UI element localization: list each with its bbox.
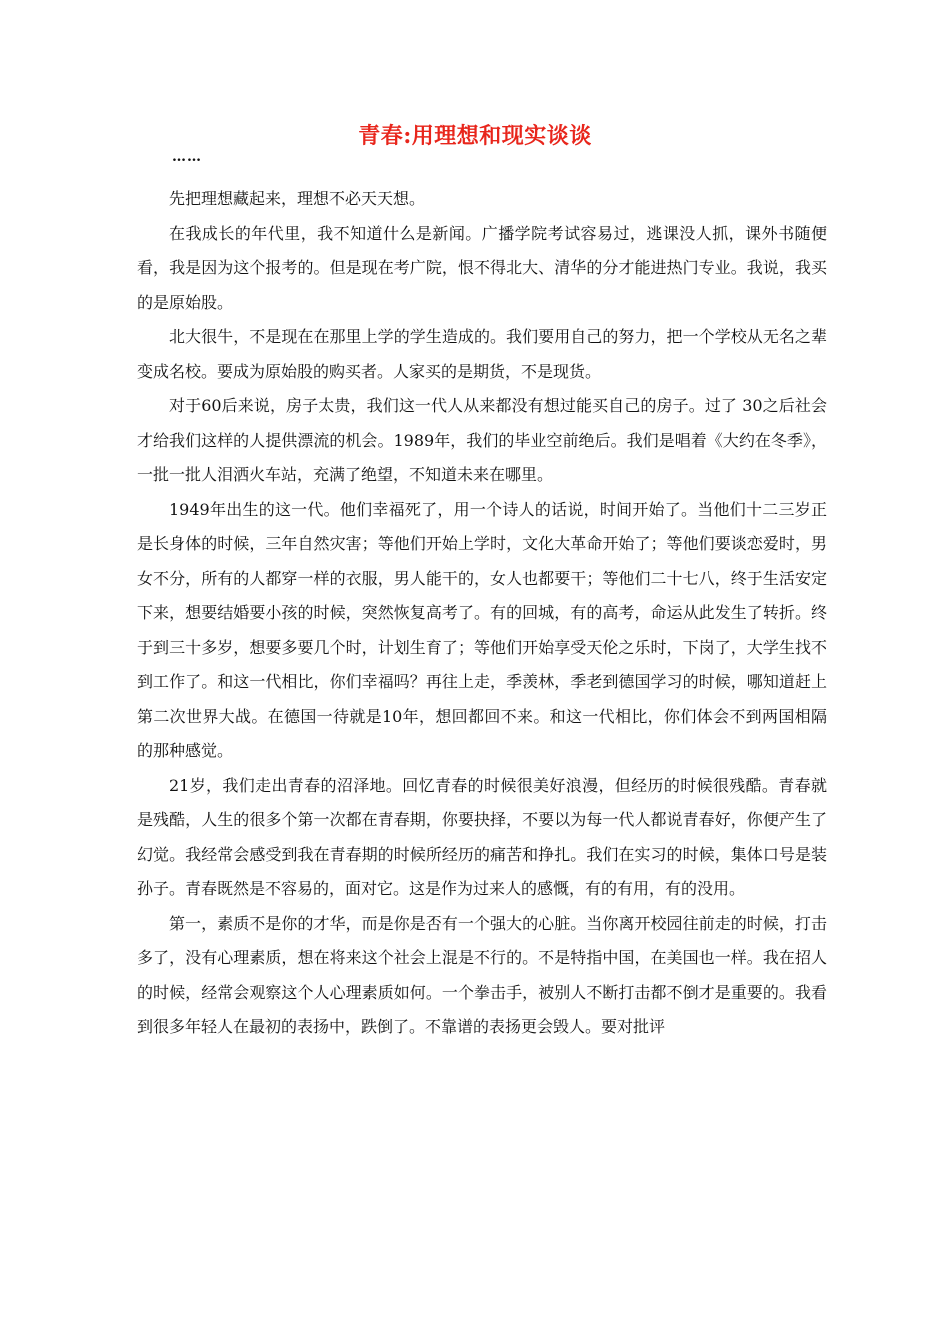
ellipsis-mark: …… — [172, 149, 202, 165]
paragraph: 第一，素质不是你的才华，而是你是否有一个强大的心脏。当你离开校园往前走的时候，打击多了，没有心理素质，想在将来这个社会上混是不行的。不是特指中国，在美国也一样。我在招人的时候，经常会观察这个人心理素质如何。一个拳击手，被别人不断打击都不倒才是重要的。我看到很多年轻人在最初的表扬中，跌倒了。不靠谱的表扬更会毁人。要对批评 — [137, 913, 827, 1036]
paragraph: 1949年出生的这一代。他们幸福死了，用一个诗人的话说，时间开始了。当他们十二三岁正是长身体的时候，三年自然灾害；等他们开始上学时，文化大革命开始了；等他们要谈恋爱时，男女不分，所有的人都穿一样的衣服，男人能干的，女人也都要干；等他们二十七八，终于生活安定下来，想要结婚要小孩的时候，突然恢复高考了。有的回城，有的高考，命运从此发生了转折。终于到三十多岁，想要多要几个时，计划生育了；等他们开始享受天伦之乐时，下岗了，大学生找不到工作了。和这一代相比，你们幸福吗？再往上走，季羡林，季老到德国学习的时候，哪知道赶上第二次世界大战。在德国一待就是10年，想回都回不来。和这一代相比，你们体会不到两国相隔的那种感觉。 — [137, 499, 827, 760]
paragraph: 先把理想藏起来，理想不必天天想。 — [169, 189, 426, 208]
page-title: 青春:用理想和现实谈谈 — [358, 123, 592, 149]
paragraph: 北大很牛，不是现在在那里上学的学生造成的。我们要用自己的努力，把一个学校从无名之辈变成名校。要成为原始股的购买者。人家买的是期货，不是现货。 — [137, 327, 827, 381]
paragraph: 21岁，我们走出青春的沼泽地。回忆青春的时候很美好浪漫，但经历的时候很残酷。青春就是残酷，人生的很多个第一次都在青春期，你要抉择，不要以为每一代人都说青春好，你便产生了幻觉。我经常会感受到我在青春期的时候所经历的痛苦和挣扎。我们在实习的时候，集体口号是装孙子。青春既然是不容易的，面对它。这是作为过来人的感慨，有的有用，有的没用。 — [137, 775, 827, 898]
article-body — [137, 182, 827, 1045]
paragraph: 对于60后来说，房子太贵，我们这一代人从来都没有想过能买自己的房子。过了 30之后社会才给我们这样的人提供漂流的机会。1989年，我们的毕业空前绝后。我们是唱着《大约在冬季》，一批一批人泪洒火车站，充满了绝望，不知道未来在哪里。 — [137, 396, 827, 484]
paragraph: 在我成长的年代里，我不知道什么是新闻。广播学院考试容易过，逃课没人抓，课外书随便看，我是因为这个报考的。但是现在考广院，恨不得北大、清华的分才能进热门专业。我说，我买的是原始股。 — [137, 223, 827, 312]
